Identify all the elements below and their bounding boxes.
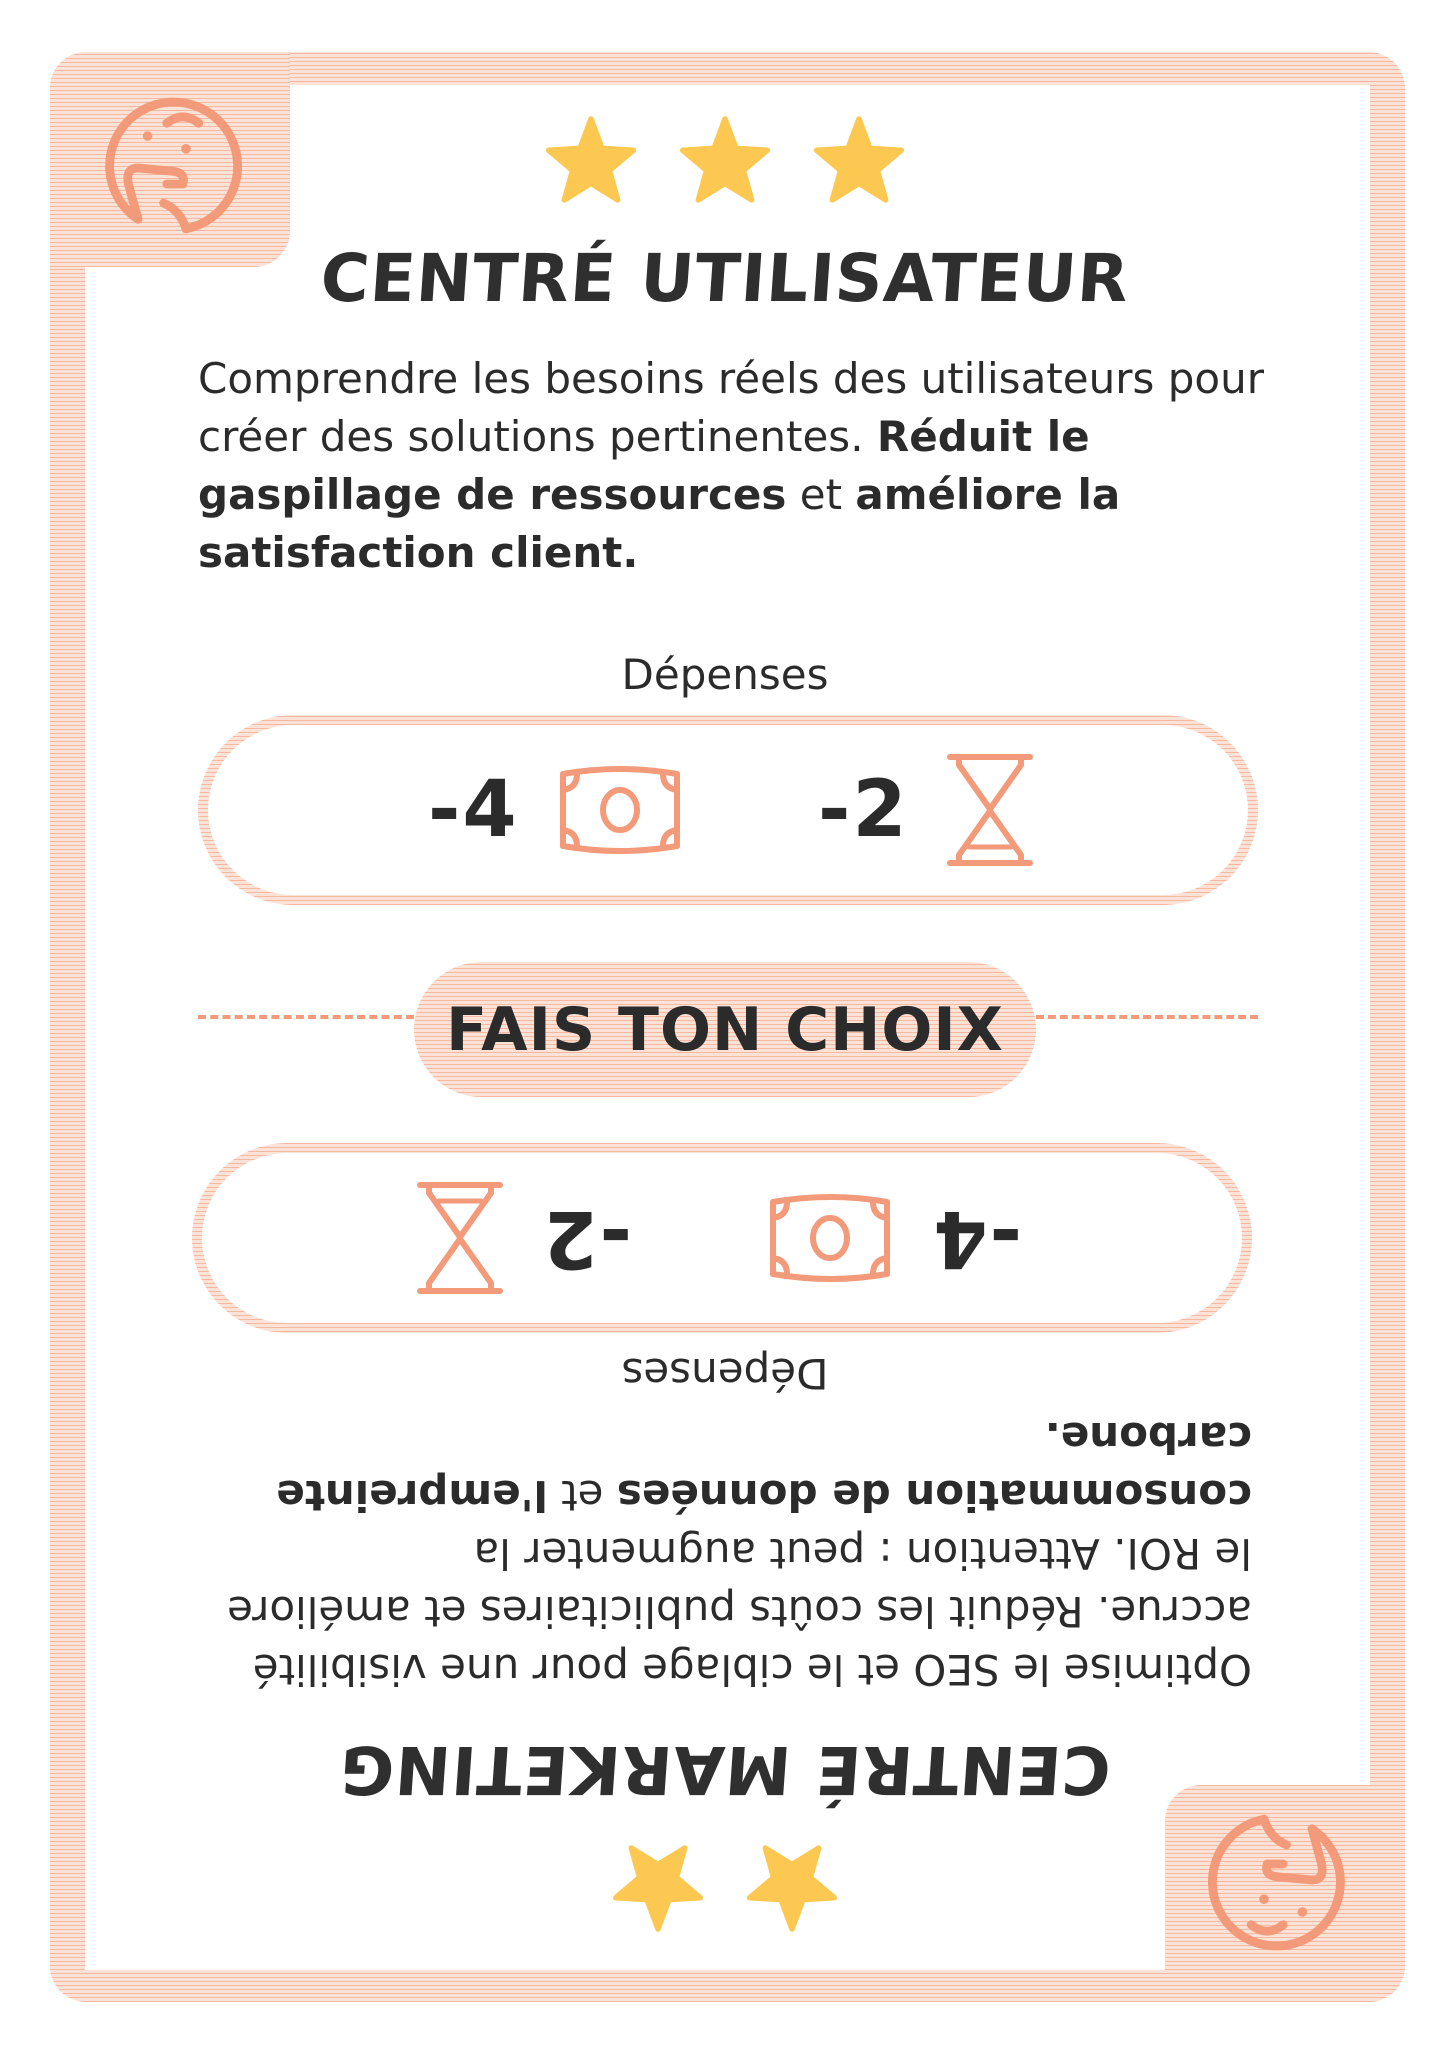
option-bottom[interactable]	[0, 1024, 1450, 2048]
cost-label: Dépenses	[621, 650, 829, 699]
time-cost	[415, 1153, 632, 1323]
time-cost-value: -2	[541, 1193, 632, 1283]
money-cost	[765, 1153, 1022, 1323]
star-icon	[545, 115, 637, 203]
money-cost	[428, 725, 685, 895]
hourglass-icon	[945, 751, 1035, 869]
card-title: CENTRÉ MARKETING	[336, 1731, 1114, 1808]
card-description: Optimise le SEO et le ciblage pour une visibilité accrue. Réduit les coûts publicitaires et améliore le ROI. Attention : peut augmenter la consommation de données et l'empreinte carbone.	[227, 1413, 1252, 1694]
divider-left	[198, 1015, 414, 1019]
time-cost	[818, 725, 1035, 895]
star-icon	[679, 115, 771, 203]
divider-right	[1036, 1015, 1258, 1019]
cost-pill	[192, 1143, 1252, 1333]
banknote-icon	[555, 760, 685, 860]
time-cost-value: -2	[818, 765, 909, 855]
rating-stars	[0, 1845, 1450, 1933]
banknote-icon	[765, 1188, 895, 1288]
rating-stars	[0, 115, 1450, 203]
cost-pill	[198, 715, 1258, 905]
choice-label: FAIS TON CHOIX	[446, 994, 1004, 1065]
hourglass-icon	[415, 1179, 505, 1297]
card-title: CENTRÉ UTILISATEUR	[318, 240, 1132, 317]
cost-label: Dépenses	[621, 1349, 829, 1398]
card-description: Comprendre les besoins réels des utilisateurs pour créer des solutions pertinentes. Réduit le gaspillage de ressources et améliore la satisfaction client.	[198, 354, 1264, 577]
star-icon	[612, 1845, 704, 1933]
choice-badge	[414, 962, 1036, 1097]
money-cost-value: -4	[428, 765, 519, 855]
star-icon	[746, 1845, 838, 1933]
money-cost-value: -4	[931, 1193, 1022, 1283]
star-icon	[813, 115, 905, 203]
